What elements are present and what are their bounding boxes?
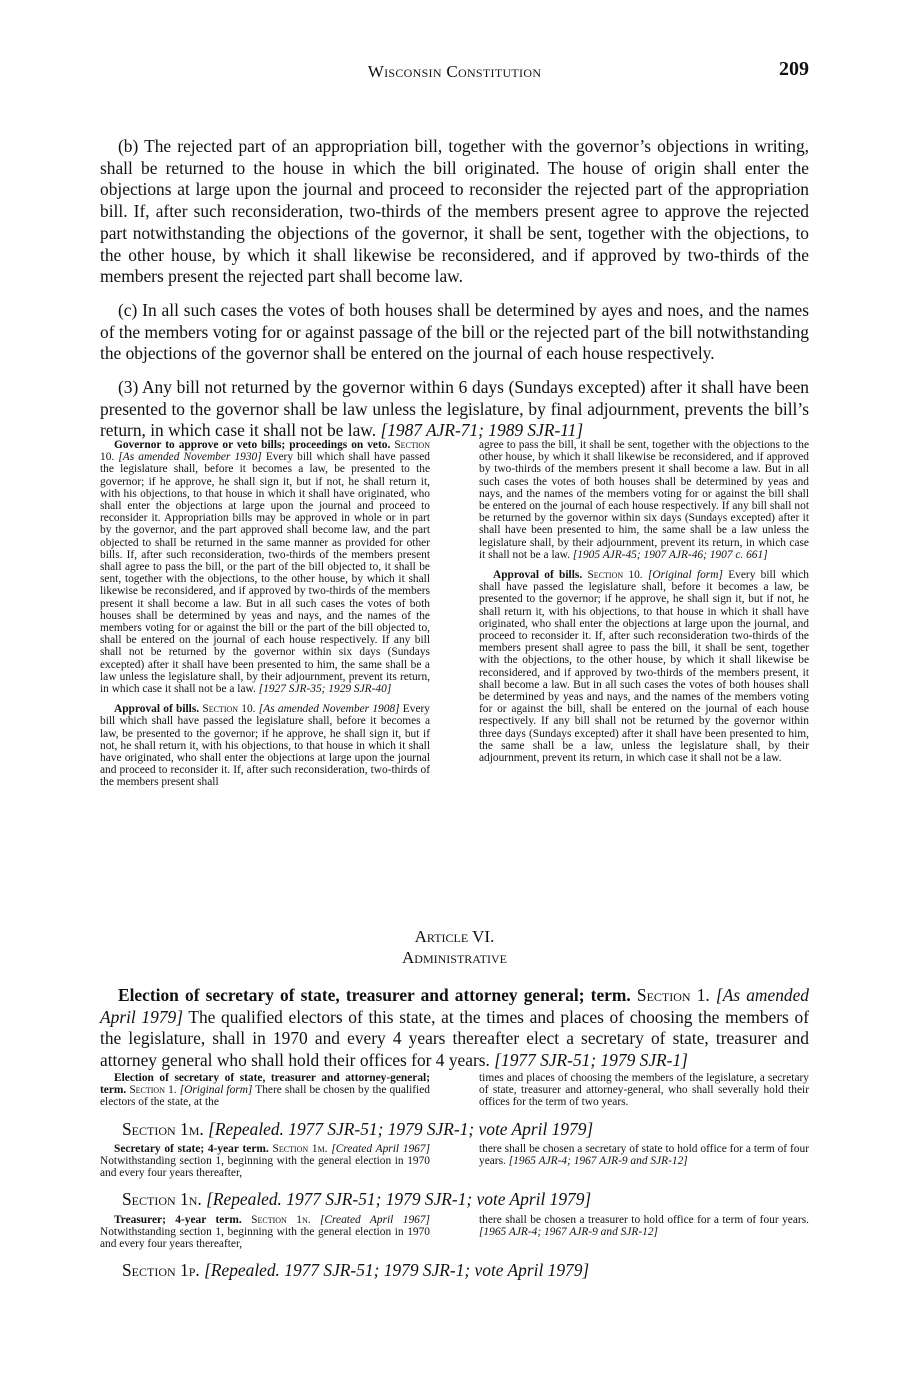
article-title: Administrative	[402, 948, 507, 967]
note-text: there shall be chosen a treasurer to hold office for a term of four years.	[479, 1214, 809, 1226]
note-section: Section 10.	[100, 439, 430, 464]
section-1-citation: [1977 SJR-51; 1979 SJR-1]	[494, 1050, 688, 1071]
notes-left-column	[100, 1143, 430, 1180]
note-title: Approval of bills.	[493, 569, 583, 582]
note-title: Treasurer; 4-year term.	[114, 1214, 242, 1226]
notes-left-column	[100, 1072, 430, 1109]
note-text: Notwithstanding section 1, beginning with the general election in 1970 and every four years thereafter,	[100, 1155, 430, 1180]
paragraph-c: (c) In all such cases the votes of both houses shall be determined by ayes and noes, and the names of the members voting for or against passage of the bill or the rejected part of the bill notwithstanding the objections of the governor shall be entered on the journal of each house respectively.	[100, 299, 809, 364]
history-notes-section-10	[100, 439, 809, 789]
section-1m-label: Section 1m.	[122, 1119, 204, 1139]
note-section: Section 10.	[587, 569, 643, 582]
note-amended: [Original form]	[179, 1084, 253, 1097]
section-1	[100, 985, 809, 1072]
section-1-title: Election of secretary of state, treasurer and attorney general; term.	[118, 985, 631, 1005]
note-text: Notwithstanding section 1, beginning with the general election in 1970 and every four years thereafter,	[100, 1226, 430, 1251]
section-1m-repealed	[100, 1118, 809, 1140]
note-text: There shall be chosen by the qualified electors of the state, at the	[100, 1084, 430, 1109]
section-1n-text: [Repealed. 1977 SJR-51; 1979 SJR-1; vote April 1979]	[206, 1189, 592, 1209]
note-approval-1908-continued	[479, 439, 809, 561]
note-citation: [1927 SJR-35; 1929 SJR-40]	[258, 683, 392, 696]
note-citation: [1905 AJR-45; 1907 AJR-46; 1907 c. 661]	[572, 548, 768, 561]
note-secretary-of-state	[100, 1143, 430, 1180]
note-citation: [1965 AJR-4; 1967 AJR-9 and SJR-12]	[479, 1226, 658, 1239]
note-governor-veto	[100, 439, 430, 695]
page-number: 209	[779, 58, 809, 80]
section-1n-repealed	[100, 1188, 809, 1210]
paragraph-3-citation: [1987 AJR-71; 1989 SJR-11]	[380, 420, 584, 441]
note-treasurer-continued	[479, 1214, 809, 1238]
section-1p-repealed	[100, 1259, 809, 1281]
paragraph-3-text: (3) Any bill not returned by the governor within 6 days (Sundays excepted) after it shall have been presented to the governor shall be law unless the legislature, by final adjournment, prevents the bill’s return, in which case it shall not be law.	[100, 377, 809, 441]
article-number: Article VI.	[414, 927, 495, 946]
note-section-1-continued	[479, 1072, 809, 1109]
page-header	[100, 58, 809, 86]
history-notes-section-1n	[100, 1214, 809, 1251]
note-section: Section 10.	[202, 703, 256, 716]
note-approval-original	[479, 569, 809, 764]
notes-right-column	[479, 1072, 809, 1109]
note-section: Section 1n.	[251, 1214, 311, 1226]
note-approval-1908	[100, 703, 430, 788]
notes-right-column	[479, 1214, 809, 1251]
note-title: Secretary of state; 4-year term.	[114, 1143, 269, 1155]
main-text	[100, 136, 809, 454]
note-amended: [As amended November 1930]	[118, 451, 262, 464]
note-amended: [Created April 1967]	[331, 1143, 430, 1155]
notes-right-column	[479, 1143, 809, 1180]
section-1-text: The qualified electors of this state, at the times and places of choosing the members of the legislature, shall in 1970 and every 4 years thereafter elect a secretary of state, treasurer and attorney general who shall hold their offices for 4 years.	[100, 1006, 809, 1071]
section-1n-label: Section 1n.	[122, 1189, 202, 1209]
note-citation: [1965 AJR-4; 1967 AJR-9 and SJR-12]	[508, 1155, 688, 1168]
note-text: agree to pass the bill, it shall be sent, together with the objections to the other house, by which it shall likewise be reconsidered, and if approved by two-thirds of the members present it shall become a law. But in all such cases the votes of both houses shall be determined by yeas and nays, and the names of the members voting for or against the bill shall be entered on the journal of each house respectively. If any bill shall not be returned by the governor within six days (Sundays excepted) after it shall have been presented to him, the same shall be a law unless the legislature shall, by their adjournment, prevent its return, in which case it shall not be a law.	[479, 439, 809, 561]
note-text: there shall be chosen a secretary of state to hold office for a term of four years.	[479, 1143, 809, 1168]
history-notes-section-1m	[100, 1143, 809, 1180]
paragraph-b: (b) The rejected part of an appropriation bill, together with the governor’s objections in writing, shall be returned to the house in which the bill originated. The house of origin shall enter the objections at large upon the journal and proceed to reconsider the rejected part of the appropriation bill. If, after such reconsideration, two-thirds of the members present agree to approve the rejected part notwithstanding the objections of the governor, it shall be sent, together with the objections, to the other house, by which it shall likewise be reconsidered, and if approved by two-thirds of the members present the rejected part shall become law.	[100, 136, 809, 287]
note-text: times and places of choosing the members of the legislature, a secretary of state, treasurer and attorney-general, who shall severally hold their offices for the term of two years.	[479, 1072, 809, 1109]
note-amended: [As amended November 1908]	[258, 703, 400, 716]
note-text: Every bill which shall have passed the legislature shall, before it becomes a law, be presented to the governor; if he approve, he shall sign it, but if not, he shall return it, with his objections, to that house in which it shall have originated, who shall enter the objections at large upon the journal, and proceed to reconsider it. If, after such reconsideration two-thirds of the members present shall agree to pass the bill, it shall be sent, together with the objections, to the other house, by which it shall likewise be reconsidered, and if approved by two-thirds of the members present, it shall become a law. But in all such cases the votes of both houses shall be determined by yeas and nays, and the names of the members voting for or against the bill, shall be entered on the journal of each house respectively. If any bill shall not be returned by the governor within three days (Sundays excepted) after it shall have been presented to him, the same shall be a law, unless the legislature shall, by their adjournment, prevent its return, in which case it shall not be a law.	[479, 569, 809, 765]
note-section-1-original	[100, 1072, 430, 1109]
paragraph-3	[100, 377, 809, 442]
note-section: Section 1m.	[272, 1143, 328, 1155]
note-secretary-of-state-continued	[479, 1143, 809, 1167]
note-amended: [Created April 1967]	[320, 1214, 430, 1226]
note-text: Every bill which shall have passed the legislature shall, before it becomes a law, be presented to the governor; if he approve, he shall sign it, but if not, he shall return it, with his objections, to that house in which it shall have originated, who shall enter the objections at large upon the journal and proceed to reconsider it. If, after such reconsideration, two-thirds of the members present shall	[100, 703, 430, 789]
section-1-label: Section 1.	[636, 985, 710, 1005]
section-1p-label: Section 1p.	[122, 1260, 200, 1280]
section-1-amended: [As amended April 1979]	[100, 985, 809, 1027]
notes-left-column	[100, 1214, 430, 1251]
notes-right-column	[479, 439, 809, 789]
article-heading	[100, 926, 809, 968]
note-title: Election of secretary of state, treasurer and attorney-general; term.	[100, 1072, 430, 1097]
note-title: Approval of bills.	[114, 703, 200, 716]
note-amended: [Original form]	[647, 569, 723, 582]
note-treasurer	[100, 1214, 430, 1251]
note-title: Governor to approve or veto bills; proceedings on veto.	[114, 439, 391, 451]
notes-left-column	[100, 439, 430, 789]
note-text: Every bill which shall have passed the legislature shall, before it becomes a law, be presented to the governor; if he approve, he shall sign it, but if not, he shall return it, with his objections, to that house in which it shall have originated, who shall enter the objections at large upon the journal and proceed to reconsider it. Appropriation bills may be approved in whole or in part by the governor, and the part approved shall become law, and the part objected to shall be returned in the same manner as provided for other bills. If, after such reconsideration, two-thirds of the members present shall agree to pass the bill, or the part of the bill objected to, it shall be sent, together with the objections, to the other house, by which it shall likewise be reconsidered, and if approved by two-thirds of the members present it shall become a law. But in all such cases the votes of both houses shall be determined by yeas and nays, and the names of the members voting for or against the bill or the part of the bill objected to, shall be entered on the journal of each house respectively. If any bill shall not be returned by the governor within six days (Sundays excepted) after it shall have been presented to him, the same shall be a law unless the legislature shall, by their adjournment, prevent its return, in which case it shall not be a law.	[100, 451, 430, 696]
section-1p-text: [Repealed. 1977 SJR-51; 1979 SJR-1; vote April 1979]	[204, 1260, 590, 1280]
running-head: Wisconsin Constitution	[367, 62, 542, 81]
note-section: Section 1.	[129, 1084, 177, 1097]
history-notes-section-1	[100, 1072, 809, 1109]
section-1m-text: [Repealed. 1977 SJR-51; 1979 SJR-1; vote April 1979]	[208, 1119, 594, 1139]
